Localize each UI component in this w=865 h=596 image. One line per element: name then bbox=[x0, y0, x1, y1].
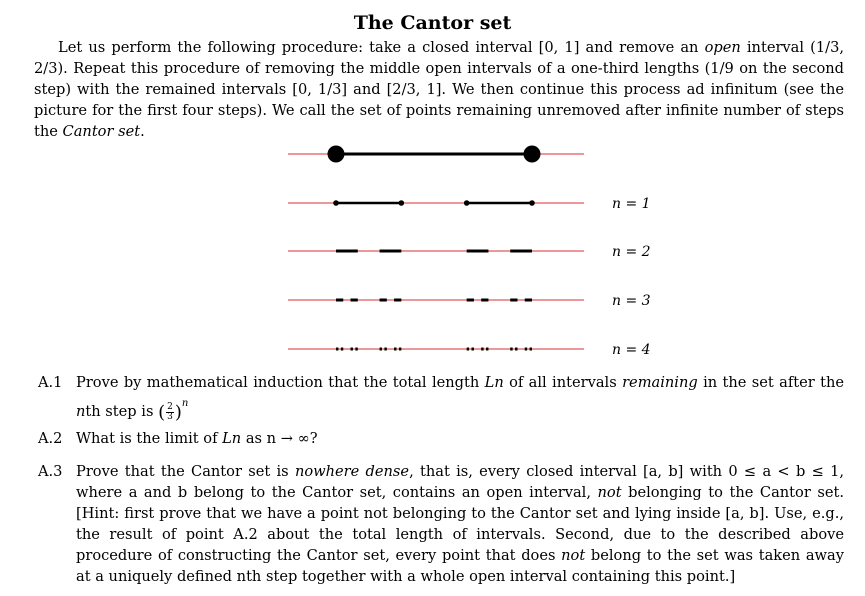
fraction-denominator: 3 bbox=[167, 412, 173, 422]
question-number: A.3 bbox=[38, 463, 63, 480]
question-a1 bbox=[38, 372, 844, 423]
intro-cantor-term: Cantor set bbox=[62, 123, 141, 140]
intro-text-1: Let us perform the following procedure: take a closed interval [0, 1] and remove an bbox=[58, 39, 705, 56]
cantor-row-2 bbox=[288, 244, 651, 260]
symbol-n: n bbox=[76, 403, 86, 420]
q-text: Prove by mathematical induction that the total length bbox=[76, 374, 485, 391]
q-text: What is the limit of bbox=[76, 430, 223, 447]
formula: ( $\frac{2}{3}$ ) bbox=[158, 401, 182, 423]
q-text: th step is bbox=[85, 403, 159, 420]
intro-text-3: . bbox=[140, 123, 145, 140]
cantor-row-1 bbox=[288, 196, 651, 212]
page-title: The Cantor set bbox=[353, 12, 512, 34]
endpoint-dot bbox=[328, 146, 345, 163]
cantor-set-figure bbox=[0, 135, 865, 365]
question-number: A.1 bbox=[38, 374, 63, 391]
step-label: n = 4 bbox=[612, 342, 651, 358]
endpoint-dot bbox=[529, 200, 535, 206]
question-a3 bbox=[38, 461, 844, 587]
question-text bbox=[76, 372, 844, 423]
intro-paragraph bbox=[34, 37, 844, 142]
endpoint-dot bbox=[399, 200, 405, 206]
intro-open-word: open bbox=[704, 39, 741, 56]
endpoint-dot bbox=[464, 200, 470, 206]
q-text: belong to the set was taken away at a uniquely defined nth step together with a whole open interval containing this point.] bbox=[76, 547, 844, 585]
exponent: n bbox=[181, 398, 189, 409]
q-text: in the set after the bbox=[697, 374, 844, 391]
endpoint-dot bbox=[524, 146, 541, 163]
cantor-row-0 bbox=[288, 146, 584, 163]
fraction bbox=[166, 403, 174, 422]
cantor-row-4 bbox=[288, 342, 651, 358]
fraction-numerator: 2 bbox=[167, 402, 173, 412]
q-text: Prove that the Cantor set is bbox=[76, 463, 295, 480]
step-label: n = 2 bbox=[612, 244, 651, 260]
endpoint-dot bbox=[333, 200, 339, 206]
q-text: of all intervals bbox=[503, 374, 623, 391]
step-label: n = 3 bbox=[612, 293, 651, 309]
question-a2 bbox=[38, 428, 844, 449]
symbol-Ln: Ln bbox=[484, 374, 504, 391]
not-word: not bbox=[597, 484, 622, 501]
question-text bbox=[76, 461, 844, 587]
symbol-Ln: Ln bbox=[222, 430, 242, 447]
step-label: n = 1 bbox=[612, 196, 651, 212]
question-text bbox=[76, 428, 844, 449]
q-text: belonging to the Cantor set. [Hint: first prove that we have a point not belonging to the Cantor set and lying inside [a, b]. Use, e.g., the result of point A.2 about the total length of intervals. Second, due to the described above procedure of constructing the Cantor set, every point that does bbox=[76, 484, 844, 564]
q-text: as n → ∞? bbox=[241, 430, 318, 447]
nowhere-dense-term: nowhere dense bbox=[294, 463, 410, 480]
cantor-row-3 bbox=[288, 293, 651, 309]
intro-text-2: interval (1/3, 2/3). Repeat this procedure of removing the middle open intervals of a one-third lengths (1/9 on the second step) with the remained intervals [0, 1/3] and [2/3, 1]. We then continue this process ad infinitum (see the picture for the first four steps). We call the set of points remaining unremoved after infinite number of steps the bbox=[34, 39, 844, 140]
q-text: , that is, every closed interval [a, b] with 0 ≤ a < b ≤ 1, where a and b belong to the Cantor set, contains an open interval, bbox=[76, 463, 844, 501]
not-word: not bbox=[561, 547, 586, 564]
question-number: A.2 bbox=[38, 430, 63, 447]
remaining-word: remaining bbox=[622, 374, 698, 391]
